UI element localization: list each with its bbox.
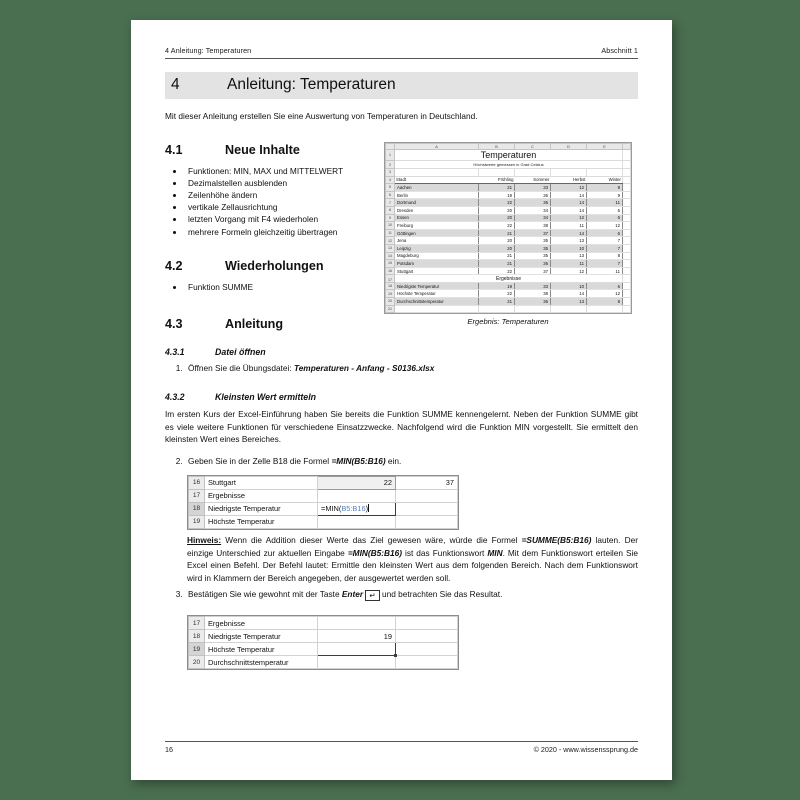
cell-value: 13 [551, 237, 587, 245]
cell-value: 12 [587, 222, 623, 230]
section-41-title: Neue Inhalte [225, 143, 300, 158]
hinweis-text-4: . Mit dem Funktionswort erteilen Sie Excel einen Befehl. Der Befehl lautet: Ermittle den kleinsten Wert aus dem folgenden Bereich. Nach dem Funktionswort wird in Klammern der Bereich angegeben, der ausgewertet werden soll. [187, 547, 638, 583]
row-number: 16 [386, 267, 395, 275]
row-number: 18 [189, 630, 205, 643]
list-item [185, 455, 638, 467]
cell-value: 35 [515, 244, 551, 252]
section-432-paragraph: Im ersten Kurs der Excel-Einführung haben Sie bereits die Funktion SUMME kennengelernt. Neben der Funktion SUMME gibt es viele weitere Funktionen für verschiedene Einsatzzwecke. Nachfolgend wird die Funktion MIN vorgestellt. Sie ermittelt den kleinsten Wert eines Bereiches. [165, 409, 638, 445]
cell-value: 14 [551, 290, 587, 298]
cell-city: Potsdam [395, 260, 479, 268]
column-header-e[interactable]: E [587, 144, 623, 150]
formula-range: B5:B16 [341, 504, 366, 514]
cell-value: 21 [479, 229, 515, 237]
row-number: 3 [386, 168, 395, 176]
table-row[interactable] [189, 489, 458, 502]
cell-city: Essen [395, 214, 479, 222]
table-header-row [386, 176, 631, 184]
table-row[interactable] [189, 630, 458, 643]
row-number: 7 [386, 199, 395, 207]
row-number: 8 [386, 206, 395, 214]
cell-city: Dresden [395, 206, 479, 214]
key-name-enter: Enter [341, 589, 364, 600]
cell-value: 21 [479, 184, 515, 192]
cell-value: 21 [479, 298, 515, 306]
cell-label[interactable]: Niedrigste Temperatur [205, 502, 318, 515]
row-number: 12 [386, 237, 395, 245]
cell-value: 8 [587, 252, 623, 260]
table-row [386, 244, 631, 252]
cell-city: Magdeburg [395, 252, 479, 260]
cell [551, 168, 587, 176]
row-number: 21 [386, 305, 395, 313]
cell [623, 282, 631, 290]
cell-label[interactable]: Höchste Temperatur [205, 643, 318, 656]
cell [623, 150, 631, 161]
cell-value: 14 [551, 206, 587, 214]
step-text-post: ein. [385, 455, 402, 466]
section-41-number: 4.1 [165, 143, 183, 158]
cell-label[interactable]: Niedrigste Temperatur [205, 630, 318, 643]
section-432-step-2 [165, 455, 638, 467]
copyright-notice: © 2020 - www.wissenssprung.de [533, 745, 638, 754]
cell-value: 22 [479, 199, 515, 207]
cell-label[interactable]: Durchschnittstemperatur [205, 656, 318, 669]
cell [623, 290, 631, 298]
formula-min-2: =MIN(B5:B16) [347, 547, 402, 558]
cell [395, 168, 479, 176]
cell-value: 7 [587, 244, 623, 252]
hinweis-text-2: lauten. Der einzige Unterschied zur aktuellen Eingabe [187, 534, 638, 558]
table-row [386, 305, 631, 313]
cell-value: 38 [515, 222, 551, 230]
sheet-title: Temperaturen [395, 150, 623, 161]
cell-value: 12 [551, 267, 587, 275]
step-text-post: und betrachten Sie das Resultat. [379, 589, 503, 600]
row-number: 14 [386, 252, 395, 260]
cell-value: 20 [479, 237, 515, 245]
cell [587, 168, 623, 176]
cell-city: Göttingen [395, 229, 479, 237]
cell-value-2[interactable]: 37 [396, 476, 458, 489]
table-row[interactable] [189, 643, 458, 656]
cell-city: Stuttgart [395, 267, 479, 275]
formula-summe: =SUMME(B5:B16) [521, 534, 592, 545]
cell [623, 214, 631, 222]
sheet-subtitle: Höchstwerte gemessen in Grad Celsius [395, 161, 623, 169]
results-band-row [386, 275, 631, 283]
cell-city: Jena [395, 237, 479, 245]
cell-value: 10 [551, 244, 587, 252]
table-row [386, 260, 631, 268]
cell-value[interactable] [318, 617, 396, 630]
cell-value: 19 [479, 282, 515, 290]
section-42-title: Wiederholungen [225, 258, 324, 273]
step-text: Öffnen Sie die Übungsdatei: [188, 362, 294, 373]
column-label-winter: Winter [587, 176, 623, 184]
row-number: 1 [386, 150, 395, 161]
section-432-title: Kleinsten Wert ermitteln [215, 392, 317, 403]
cell [623, 176, 631, 184]
cell [623, 229, 631, 237]
excel-grid [385, 143, 631, 313]
cell-value: 35 [515, 237, 551, 245]
cell-label[interactable]: Ergebnisse [205, 489, 318, 502]
table-row [386, 237, 631, 245]
cell-value: 12 [587, 290, 623, 298]
column-header-c[interactable]: C [515, 144, 551, 150]
excel-snippet-result[interactable] [187, 615, 459, 670]
cell-value-2[interactable] [396, 643, 458, 656]
cell-label: Höchste Temperatur [395, 290, 479, 298]
cell-city: Dortmund [395, 199, 479, 207]
formula-min: =MIN(B5:B16) [331, 455, 386, 466]
cell-value: 6 [587, 206, 623, 214]
section-432-step-3 [165, 588, 638, 601]
cell [623, 184, 631, 192]
table-row[interactable] [189, 502, 458, 515]
list-item: • Funktion SUMME [185, 281, 638, 293]
column-label-stadt: Stadt [395, 176, 479, 184]
cell-value: 37 [515, 229, 551, 237]
table-row [386, 222, 631, 230]
cell-value: 12 [551, 214, 587, 222]
row-number: 9 [386, 214, 395, 222]
chapter-heading [165, 72, 638, 99]
column-header-a[interactable]: A [395, 144, 479, 150]
cell [623, 168, 631, 176]
cell-value: 20 [479, 244, 515, 252]
cell-value: 7 [587, 260, 623, 268]
column-header-b[interactable]: B [479, 144, 515, 150]
row-number: 4 [386, 176, 395, 184]
table-row [386, 150, 631, 161]
list-item [185, 588, 638, 601]
list-item: • Zeilenhöhe ändern [185, 189, 638, 201]
section-43-title: Anleitung [225, 316, 284, 331]
cell-value: 36 [515, 191, 551, 199]
cell-value[interactable] [318, 515, 396, 528]
column-header-d[interactable]: D [551, 144, 587, 150]
cell-value-2[interactable] [396, 515, 458, 528]
section-431-number: 4.3.1 [165, 346, 185, 357]
cell-city: Aachen [395, 184, 479, 192]
cell-value: 13 [551, 252, 587, 260]
excel-screenshot[interactable] [384, 142, 632, 314]
row-number: 20 [386, 298, 395, 306]
cell-value[interactable] [318, 656, 396, 669]
cell-value: 6 [587, 282, 623, 290]
step-text: Bestätigen Sie wie gewohnt mit der Taste [188, 589, 342, 600]
cell [623, 305, 631, 313]
results-band-label: Ergebnisse [395, 275, 623, 283]
hinweis-text-1: Wenn die Addition dieser Werte das Ziel gewesen wäre, würde die Formel [221, 534, 522, 545]
column-label-herbst: Herbst [551, 176, 587, 184]
cell [623, 222, 631, 230]
cell-value: 38 [515, 290, 551, 298]
table-row [386, 206, 631, 214]
chapter-number: 4 [171, 76, 180, 93]
cell-value: 11 [587, 199, 623, 207]
cell-value: 22 [479, 267, 515, 275]
row-number: 10 [386, 222, 395, 230]
table-row [386, 298, 631, 306]
table-row [386, 161, 631, 169]
cell-value: 20 [479, 214, 515, 222]
keyword-min: MIN [487, 547, 503, 558]
section-431-title: Datei öffnen [215, 346, 266, 357]
cell [515, 305, 551, 313]
row-number: 13 [386, 244, 395, 252]
cell-value: 19 [479, 191, 515, 199]
cell-value: 35 [515, 252, 551, 260]
list-item: • vertikale Zellausrichtung [185, 201, 638, 213]
list-item: • letzten Vorgang mit F4 wiederholen [185, 213, 638, 225]
table-row[interactable] [189, 617, 458, 630]
cell-value: 33 [515, 184, 551, 192]
row-number: 11 [386, 229, 395, 237]
list-item: • Funktionen: MIN, MAX und MITTELWERT [185, 165, 638, 177]
formula-prefix: =MIN( [321, 504, 342, 514]
cell-value: 20 [479, 206, 515, 214]
table-row [386, 191, 631, 199]
section-432-number: 4.3.2 [165, 392, 185, 403]
cell-value: 9 [587, 191, 623, 199]
row-number: 18 [189, 502, 205, 515]
cell-value: 11 [551, 222, 587, 230]
row-number: 20 [189, 656, 205, 669]
cell-value-2[interactable] [396, 656, 458, 669]
row-number: 17 [189, 489, 205, 502]
page-shadow-wrapper [131, 20, 672, 780]
figure-temperaturen [384, 142, 632, 326]
cell-label[interactable]: Höchste Temperatur [205, 515, 318, 528]
cell-value: 8 [587, 298, 623, 306]
cell [623, 252, 631, 260]
running-head [165, 46, 638, 59]
cell-value: 34 [515, 214, 551, 222]
row-number: 19 [189, 515, 205, 528]
row-number: 5 [386, 184, 395, 192]
section-43-number: 4.3 [165, 316, 183, 331]
row-number: 16 [189, 476, 205, 489]
row-number: 6 [386, 191, 395, 199]
active-cell[interactable] [318, 643, 396, 656]
column-label-sommer: Sommer [515, 176, 551, 184]
cell-value: 22 [479, 222, 515, 230]
cell-value-2[interactable] [396, 617, 458, 630]
running-head-right: Abschnitt 1 [601, 46, 638, 55]
cell-city: Berlin [395, 191, 479, 199]
table-row [386, 184, 631, 192]
row-number: 2 [386, 161, 395, 169]
cell [623, 275, 631, 283]
cell-value: 13 [551, 298, 587, 306]
cell-label: Niedrigste Temperatur [395, 282, 479, 290]
page-footer [165, 741, 638, 754]
cell [623, 191, 631, 199]
cell [623, 244, 631, 252]
table-row [386, 290, 631, 298]
section-431-heading [165, 347, 638, 357]
table-row [386, 214, 631, 222]
list-item: • Dezimalstellen ausblenden [185, 177, 638, 189]
cell-value: 10 [551, 282, 587, 290]
cell [551, 305, 587, 313]
cell-value-2[interactable] [396, 489, 458, 502]
cell [479, 168, 515, 176]
section-432-heading [165, 392, 638, 402]
section-431-steps [165, 362, 638, 374]
cell [623, 298, 631, 306]
cell-value: 6 [587, 214, 623, 222]
cell [515, 168, 551, 176]
cell-value: 36 [515, 199, 551, 207]
cell-value: 37 [515, 267, 551, 275]
cell [395, 305, 479, 313]
cell-label: Durchschnittstemperatur [395, 298, 479, 306]
cell-value: 36 [515, 260, 551, 268]
cell [623, 237, 631, 245]
cell-value: 33 [515, 282, 551, 290]
table-row [386, 282, 631, 290]
cell [623, 161, 631, 169]
list-item [185, 362, 638, 374]
row-number: 17 [386, 275, 395, 283]
cell-value: 11 [551, 260, 587, 268]
hinweis-text-3: ist das Funktionswort [401, 547, 488, 558]
figure-caption: Ergebnis: Temperaturen [467, 317, 549, 327]
running-head-left: 4 Anleitung: Temperaturen [165, 46, 252, 55]
cell-city: Freiburg [395, 222, 479, 230]
cell-value: 9 [587, 184, 623, 192]
cell-value[interactable] [318, 489, 396, 502]
cell-value: 7 [587, 237, 623, 245]
hinweis-label: Hinweis: [187, 534, 222, 545]
chapter-title: Anleitung: Temperaturen [227, 76, 396, 93]
cell-value: 11 [587, 267, 623, 275]
cell-value: 21 [479, 252, 515, 260]
formula-suffix: ) [365, 504, 369, 514]
cell-label[interactable]: Ergebnisse [205, 617, 318, 630]
section-42-number: 4.2 [165, 258, 183, 273]
cell-value: 6 [587, 229, 623, 237]
cell-value[interactable]: 19 [318, 630, 396, 643]
table-row [386, 229, 631, 237]
cell-value: 14 [551, 229, 587, 237]
cell-value: 12 [551, 184, 587, 192]
cell [623, 206, 631, 214]
cell-label[interactable]: Stuttgart [205, 476, 318, 489]
cell [587, 305, 623, 313]
table-row[interactable] [189, 515, 458, 528]
cell-value[interactable]: 22 [318, 476, 396, 489]
page-number: 16 [165, 745, 173, 754]
chapter-intro: Mit dieser Anleitung erstellen Sie eine Auswertung von Temperaturen in Deutschland. [165, 111, 478, 121]
document-page [131, 20, 672, 780]
table-row[interactable] [189, 656, 458, 669]
cell-value-2[interactable] [396, 630, 458, 643]
cell-value: 21 [479, 260, 515, 268]
row-number: 19 [386, 290, 395, 298]
cell-city: Leipzig [395, 244, 479, 252]
text-caret [365, 504, 369, 514]
list-item: • mehrere Formeln gleichzeitig übertragen [185, 226, 638, 238]
cell-value-2[interactable] [396, 502, 458, 515]
row-number: 17 [189, 617, 205, 630]
cell [623, 199, 631, 207]
cell [623, 260, 631, 268]
row-number: 18 [386, 282, 395, 290]
table-row [386, 168, 631, 176]
row-number: 15 [386, 260, 395, 268]
cell-value: 36 [515, 298, 551, 306]
column-label-fruehling: Frühling [479, 176, 515, 184]
hinweis-paragraph [187, 534, 638, 584]
table-row[interactable] [189, 476, 458, 489]
enter-key-icon: ↵ [365, 590, 379, 601]
table-row [386, 199, 631, 207]
step-text: Geben Sie in der Zelle B18 die Formel [188, 455, 332, 466]
formula-input-cell[interactable] [318, 502, 396, 515]
file-name: Temperaturen - Anfang - S0136.xlsx [293, 362, 435, 373]
cell-value: 14 [551, 199, 587, 207]
cell [479, 305, 515, 313]
cell-value: 14 [551, 191, 587, 199]
cell-value: 22 [479, 290, 515, 298]
cell [623, 267, 631, 275]
cell-value: 34 [515, 206, 551, 214]
table-row [386, 267, 631, 275]
table-row [386, 252, 631, 260]
excel-snippet-formula-entry[interactable] [187, 475, 459, 530]
row-number: 19 [189, 643, 205, 656]
